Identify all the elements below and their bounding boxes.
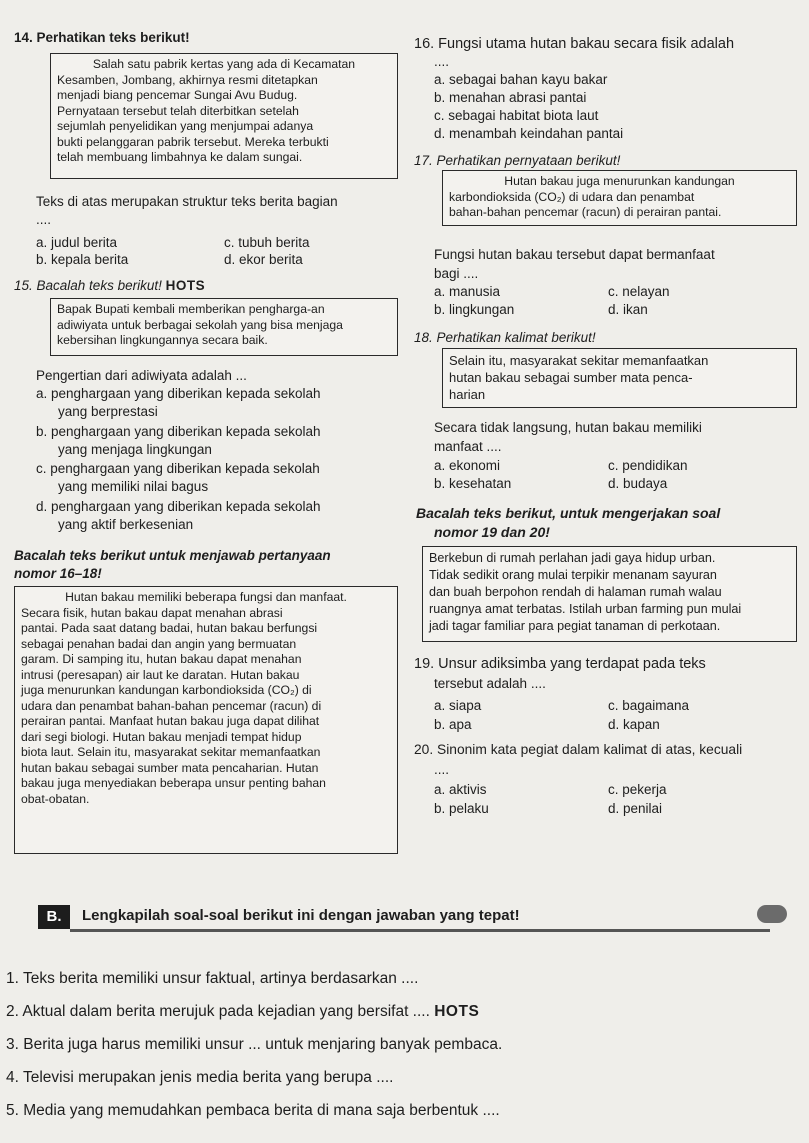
decorative-pill-icon: [757, 905, 787, 923]
passage-line: dari segi biologi. Hutan bakau menjadi tempat hidup: [21, 729, 302, 744]
essay-item-2-row: [6, 1003, 479, 1021]
q20-dots: ....: [434, 762, 450, 777]
passage-16-18-title-2: nomor 16–18!: [14, 566, 102, 581]
q14-box-line: telah membuang limbahnya ke dalam sungai.: [57, 150, 303, 164]
q15-option-c-cont: yang memiliki nilai bagus: [58, 479, 209, 494]
q15-option-c[interactable]: c. penghargaan yang diberikan kepada sekolah: [36, 461, 320, 476]
passage-line: sebagai penahan badai dan angin yang bermuatan: [21, 636, 297, 651]
q17-option-b[interactable]: b. lingkungan: [434, 302, 515, 317]
q14-option-b[interactable]: b. kepala berita: [36, 252, 129, 267]
q19-option-b[interactable]: b. apa: [434, 717, 472, 732]
passage-line: ruangnya amat terbatas. Istilah urban farming pun mulai: [429, 602, 742, 616]
q15-option-d[interactable]: d. penghargaan yang diberikan kepada sekolah: [36, 499, 321, 514]
passage-line: Berkebun di rumah perlahan jadi gaya hidup urban.: [429, 551, 716, 565]
q20-stem: 20. Sinonim kata pegiat dalam kalimat di atas, kecuali: [414, 742, 743, 757]
q14-stem: Teks di atas merupakan struktur teks berita bagian: [36, 194, 338, 209]
passage-line: pantai. Pada saat datang badai, hutan bakau berfungsi: [21, 621, 318, 635]
hots-badge: HOTS: [165, 278, 206, 293]
q16-option-b[interactable]: b. menahan abrasi pantai: [434, 90, 587, 105]
passage-19-20-box: [422, 546, 797, 642]
passage-line: bakau juga menyediakan beberapa unsur penting bahan: [21, 776, 326, 790]
q14-box-line: menjadi biang pencemar Sungai Avu Budug.: [57, 88, 298, 102]
hots-badge: HOTS: [434, 1003, 480, 1020]
q20-option-a[interactable]: a. aktivis: [434, 782, 487, 797]
passage-line: hutan bakau sebagai sumber mata pencaharian. Hutan: [21, 760, 319, 775]
passage-line: jadi tagar familiar para pegiat tanaman di perkotaan.: [429, 619, 721, 633]
q15-option-b[interactable]: b. penghargaan yang diberikan kepada sekolah: [36, 424, 321, 439]
q15-option-a-cont: yang berprestasi: [58, 404, 158, 419]
passage-line: Tidak sedikit orang mulai terpikir menanam sayuran: [429, 568, 717, 582]
essay-item-2: 2. Aktual dalam berita merujuk pada kejadian yang bersifat ....: [6, 1003, 430, 1020]
passage-16-18-box: [14, 586, 398, 854]
q17-option-c[interactable]: c. nelayan: [608, 284, 670, 299]
q18-stem-2: manfaat ....: [434, 439, 502, 454]
passage-line: biota laut. Selain itu, masyarakat sekitar memanfaatkan: [21, 745, 321, 759]
section-b-header: [38, 905, 770, 929]
q14-title: 14. Perhatikan teks berikut!: [14, 30, 190, 45]
q17-title: 17. Perhatikan pernyataan berikut!: [414, 153, 621, 168]
passage-19-20-title-2: nomor 19 dan 20!: [434, 524, 550, 540]
passage-16-18-title: Bacalah teks berikut untuk menjawab pertanyaan: [14, 548, 331, 563]
passage-line: juga menurunkan kandungan karbondioksida (CO₂) di: [21, 683, 312, 697]
passage-line: obat-obatan.: [21, 791, 90, 806]
q16-option-a[interactable]: a. sebagai bahan kayu bakar: [434, 72, 608, 87]
q19-stem: 19. Unsur adiksimba yang terdapat pada teks: [414, 656, 706, 672]
q14-box-line: Salah satu pabrik kertas yang ada di Kecamatan: [92, 57, 356, 71]
q14-dots: ....: [36, 212, 52, 227]
q15-option-a[interactable]: a. penghargaan yang diberikan kepada sekolah: [36, 386, 321, 401]
q16-option-d[interactable]: d. menambah keindahan pantai: [434, 126, 624, 141]
passage-19-20-title: Bacalah teks berikut, untuk mengerjakan soal: [416, 505, 721, 521]
essay-item-3: 3. Berita juga harus memiliki unsur ... untuk menjaring banyak pembaca.: [6, 1036, 503, 1053]
q14-option-d[interactable]: d. ekor berita: [224, 252, 303, 267]
passage-line: Hutan bakau memiliki beberapa fungsi dan manfaat.: [65, 590, 347, 604]
passage-line: garam. Di samping itu, hutan bakau dapat menahan: [21, 652, 302, 666]
q15-option-b-cont: yang menjaga lingkungan: [58, 442, 212, 457]
q17-stem: Fungsi hutan bakau tersebut dapat bermanfaat: [434, 247, 715, 262]
q18-box-line: harian: [449, 387, 486, 402]
q14-box-line: sejumlah penyelidikan yang menjumpai adanya: [57, 119, 314, 133]
q20-option-b[interactable]: b. pelaku: [434, 801, 489, 816]
q18-option-b[interactable]: b. kesehatan: [434, 476, 512, 491]
q20-option-d[interactable]: d. penilai: [608, 801, 663, 816]
passage-line: dan buah berpohon rendah di halaman rumah walau: [429, 585, 722, 599]
q17-option-a[interactable]: a. manusia: [434, 284, 501, 299]
passage-line: perairan pantai. Manfaat hutan bakau juga dapat dilihat: [21, 714, 320, 728]
q18-option-c[interactable]: c. pendidikan: [608, 458, 688, 473]
q14-box-line: Kesamben, Jombang, akhirnya resmi ditetapkan: [57, 72, 318, 87]
q15-box-line: Bapak Bupati kembali memberikan pengharga-an: [57, 302, 325, 316]
section-divider: [70, 929, 770, 932]
passage-line: udara dan penambat bahan-bahan pencemar (racun) di: [21, 698, 322, 713]
q14-box-line: bukti pelanggaran pabrik tersebut. Mereka terbukti: [57, 134, 329, 149]
section-b-title: Lengkapilah soal-soal berikut ini dengan jawaban yang tepat!: [82, 907, 520, 924]
q14-text-box: [50, 53, 398, 179]
q20-option-c[interactable]: c. pekerja: [608, 782, 667, 797]
essay-item-5: 5. Media yang memudahkan pembaca berita di mana saja berbentuk ....: [6, 1102, 500, 1119]
q18-box-line: hutan bakau sebagai sumber mata penca-: [449, 370, 693, 385]
q18-text-box: [442, 348, 797, 408]
q19-stem-2: tersebut adalah ....: [434, 676, 546, 691]
q19-option-a[interactable]: a. siapa: [434, 698, 482, 713]
q16-stem: 16. Fungsi utama hutan bakau secara fisik adalah: [414, 36, 735, 52]
q16-option-c[interactable]: c. sebagai habitat biota laut: [434, 108, 599, 123]
q15-box-line: adiwiyata untuk berbagai sekolah yang bisa menjaga: [57, 317, 343, 332]
essay-item-4: 4. Televisi merupakan jenis media berita yang berupa ....: [6, 1069, 394, 1086]
q15-text-box: [50, 298, 398, 356]
q19-option-c[interactable]: c. bagaimana: [608, 698, 690, 713]
q17-stem-2: bagi ....: [434, 266, 479, 281]
q15-option-d-cont: yang aktif berkesenian: [58, 517, 194, 532]
passage-line: intrusi (peresapan) air laut ke daratan. Hutan bakau: [21, 667, 300, 682]
q18-title: 18. Perhatikan kalimat berikut!: [414, 330, 596, 345]
q15-stem: Pengertian dari adiwiyata adalah ...: [36, 368, 247, 383]
q17-text-box: [442, 170, 797, 226]
q15-box-line: kebersihan lingkungannya secara baik.: [57, 333, 268, 347]
q14-option-c[interactable]: c. tubuh berita: [224, 235, 310, 250]
q19-option-d[interactable]: d. kapan: [608, 717, 660, 732]
q17-box-line: bahan-bahan pencemar (racun) di perairan pantai.: [449, 205, 722, 219]
q18-stem: Secara tidak langsung, hutan bakau memiliki: [434, 420, 702, 435]
passage-line: Secara fisik, hutan bakau dapat menahan abrasi: [21, 605, 283, 620]
section-b-badge: B.: [38, 905, 70, 929]
q17-box-line: karbondioksida (CO₂) di udara dan penambat: [449, 189, 695, 204]
q18-option-a[interactable]: a. ekonomi: [434, 458, 501, 473]
essay-item-1: 1. Teks berita memiliki unsur faktual, artinya berdasarkan ....: [6, 970, 419, 987]
q17-option-d[interactable]: d. ikan: [608, 302, 648, 317]
q15-title-row: [14, 278, 205, 293]
q15-title: 15. Bacalah teks berikut!: [14, 278, 162, 293]
q18-box-line: Selain itu, masyarakat sekitar memanfaatkan: [449, 353, 709, 368]
q18-option-d[interactable]: d. budaya: [608, 476, 668, 491]
q17-box-line: Hutan bakau juga menurunkan kandungan: [504, 174, 735, 188]
q14-option-a[interactable]: a. judul berita: [36, 235, 118, 250]
q14-box-line: Pernyataan tersebut telah diterbitkan setelah: [57, 103, 299, 118]
q16-dots: ....: [434, 54, 450, 69]
